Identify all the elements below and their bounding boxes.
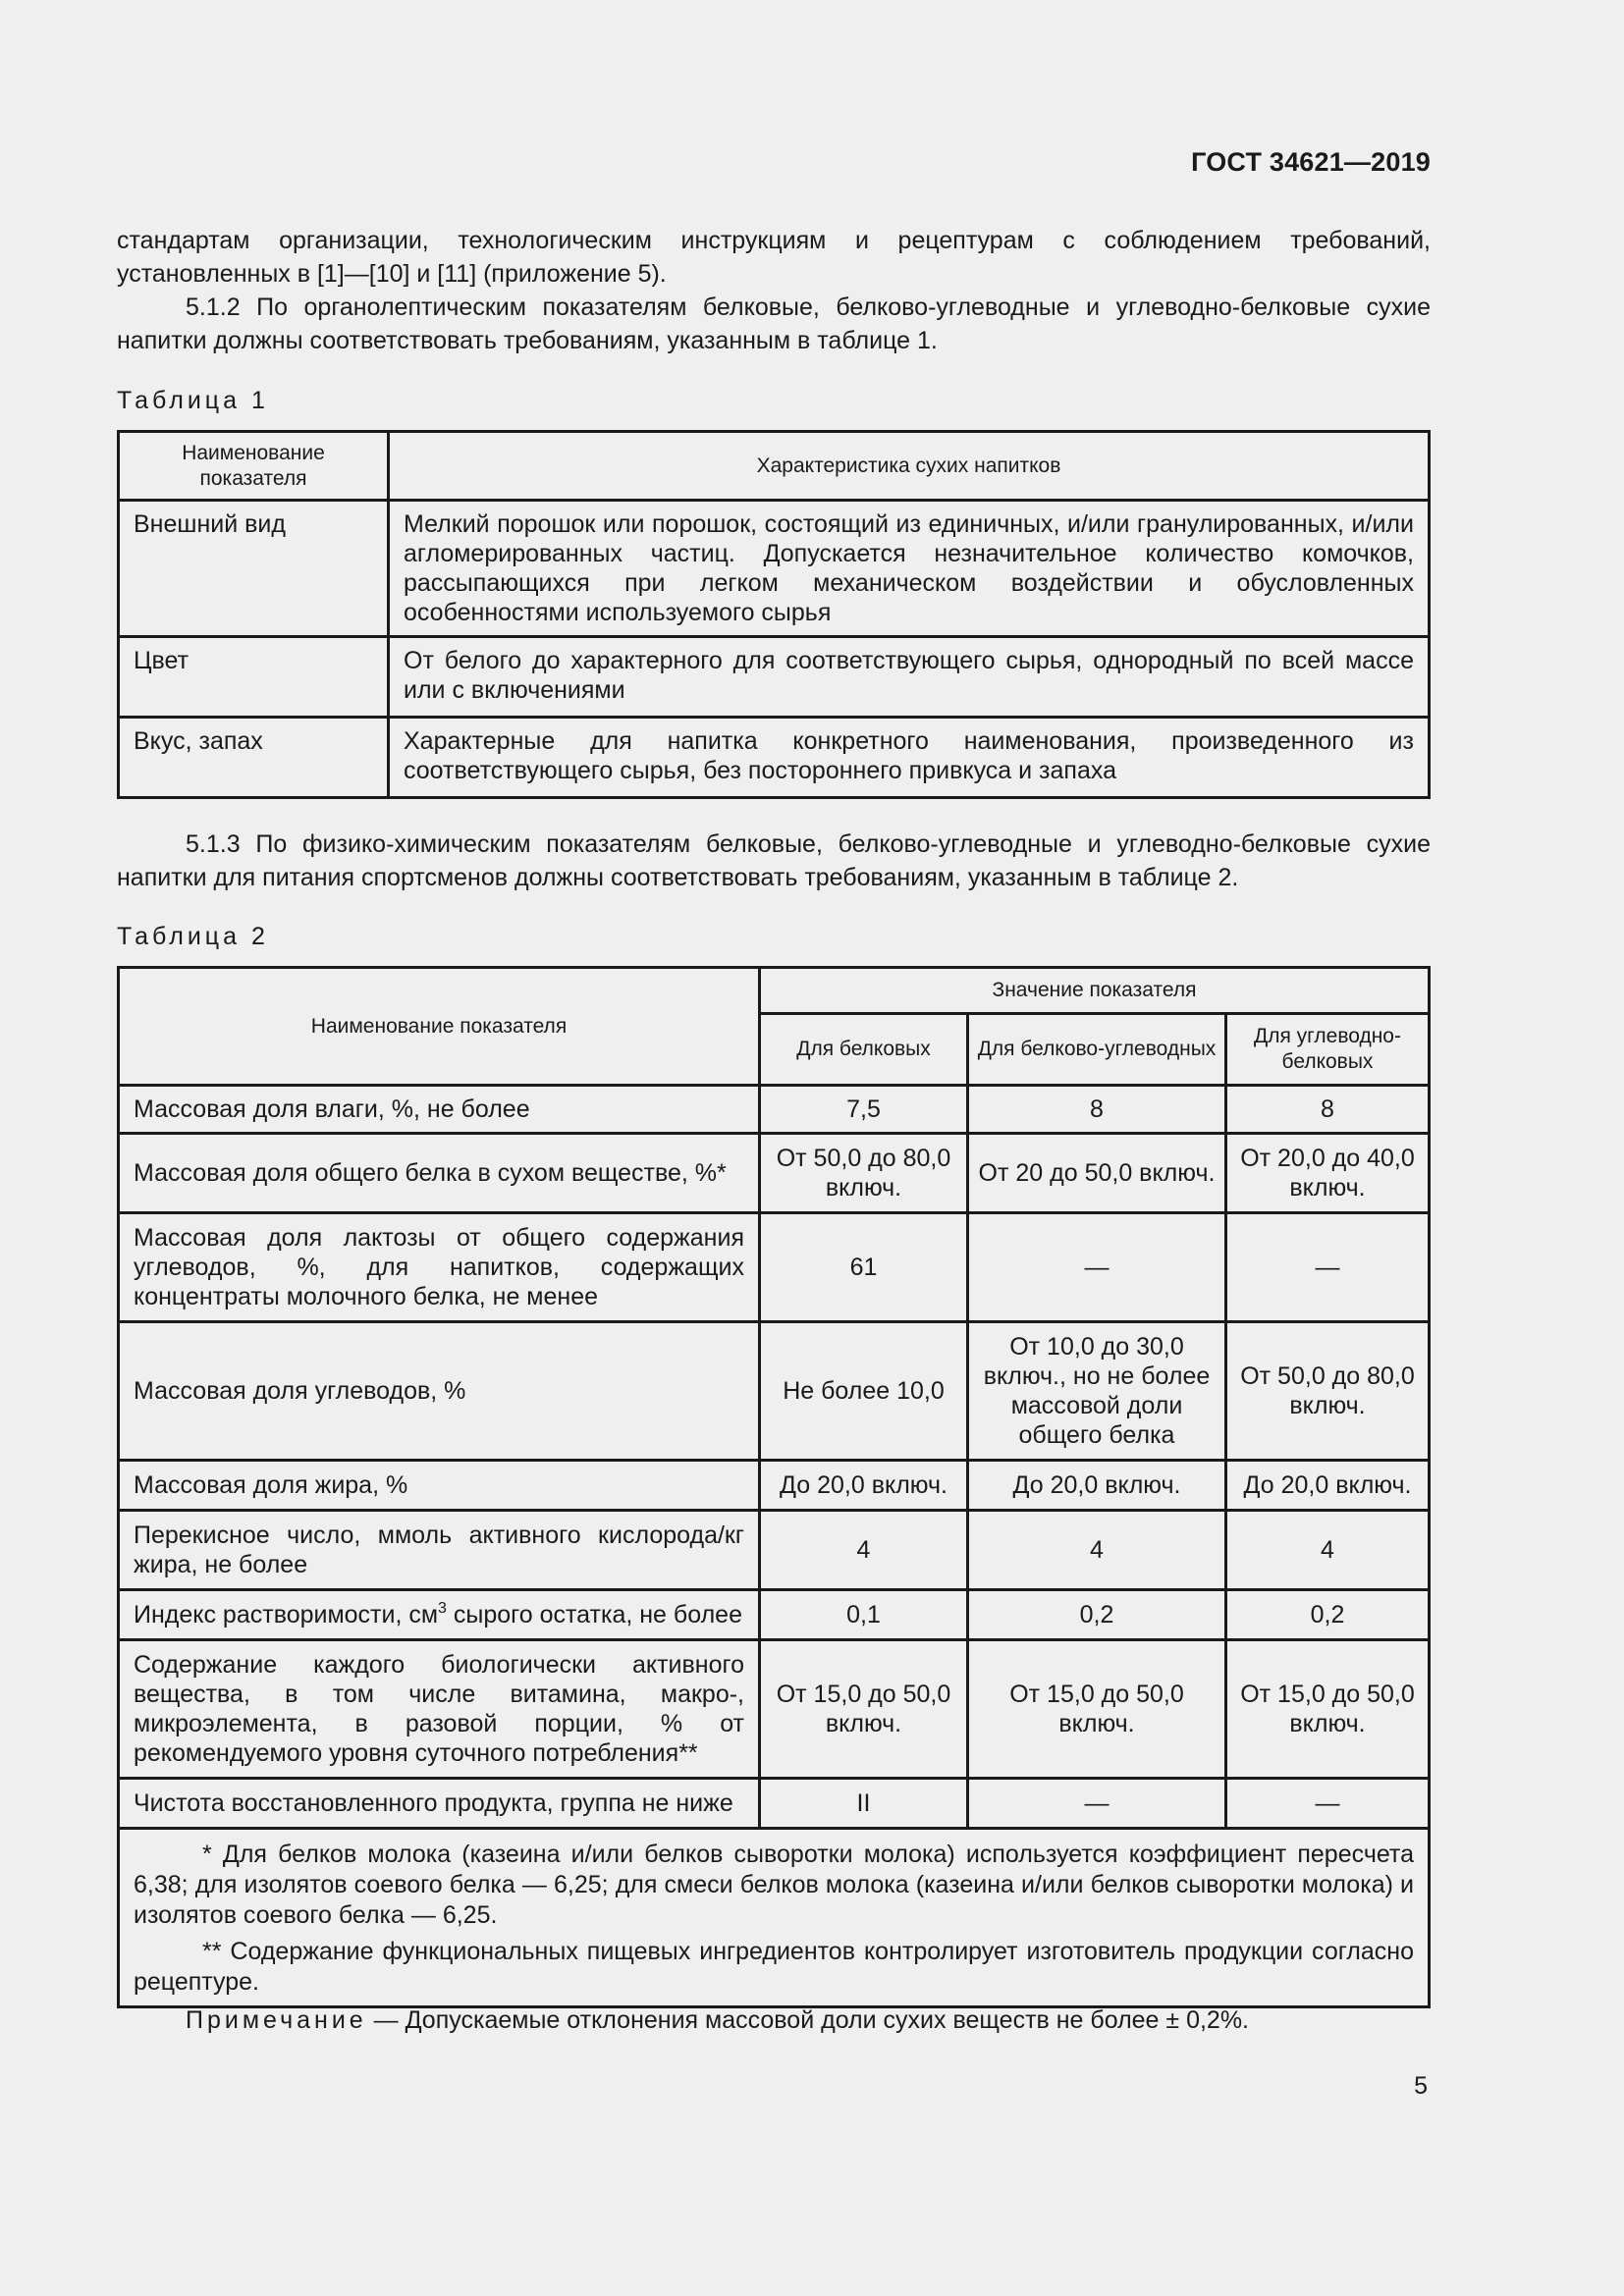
value-cell: 8: [968, 1086, 1226, 1134]
table-row: [119, 1640, 1430, 1779]
table-note: [186, 2006, 1249, 2035]
table-row: [119, 501, 1430, 637]
name-part: сырого остатка, не более: [446, 1601, 742, 1629]
paragraph-5-1-3: 5.1.3 По физико-химическим показателям белковые, белково-углеводные и углеводно-белковые сухие напитки для питания спортсменов должны соответствовать требованиям, указанным в таблице 2.: [117, 830, 1431, 891]
row-name-cell: Содержание каждого биологически активного вещества, в том числе витамина, макро-, микроэлемента, в разовой порции, % от рекомендуемого уровня суточного потребления**: [119, 1640, 760, 1779]
table-row: [119, 1590, 1430, 1640]
table-row: [119, 1511, 1430, 1590]
value-cell: От 20,0 до 40,0 включ.: [1226, 1134, 1430, 1213]
row-name-cell: Внешний вид: [119, 501, 389, 637]
superscript: 3: [438, 1600, 447, 1617]
value-cell: —: [968, 1213, 1226, 1322]
footnote-functional: ** Содержание функциональных пищевых ингредиентов контролирует изготовитель продукции согласно рецептуре.: [134, 1938, 1414, 1996]
table-header-cell: Характеристика сухих напитков: [389, 432, 1430, 501]
row-name-cell: [119, 1590, 760, 1640]
value-cell: До 20,0 включ.: [1226, 1461, 1430, 1511]
value-cell: 4: [760, 1511, 968, 1590]
table-header-row: [119, 432, 1430, 501]
table-1-caption: Таблица 1: [117, 387, 269, 414]
row-value-cell: Мелкий порошок или порошок, состоящий из единичных, и/или гранулированных, и/или агломерированных частиц. Допускается незначительное количество комочков, рассыпающихся при легком механическом воздействии и обусловленных особенностями используемого сырья: [389, 501, 1430, 637]
value-cell: От 20 до 50,0 включ.: [968, 1134, 1226, 1213]
table-row: [119, 1461, 1430, 1511]
table-header-row: [119, 968, 1430, 1014]
table-row: [119, 1322, 1430, 1461]
value-cell: 7,5: [760, 1086, 968, 1134]
value-cell: 61: [760, 1213, 968, 1322]
value-cell: До 20,0 включ.: [760, 1461, 968, 1511]
value-cell: 0,2: [968, 1590, 1226, 1640]
row-name-cell: Массовая доля жира, %: [119, 1461, 760, 1511]
value-cell: 4: [1226, 1511, 1430, 1590]
row-name-cell: Цвет: [119, 637, 389, 718]
value-cell: 0,2: [1226, 1590, 1430, 1640]
row-name-cell: Чистота восстановленного продукта, группа не ниже: [119, 1779, 760, 1829]
value-cell: 0,1: [760, 1590, 968, 1640]
note-label: Примечание: [186, 2006, 367, 2034]
value-cell: —: [1226, 1779, 1430, 1829]
note-text: — Допускаемые отклонения массовой доли сухих веществ не более ± 0,2%.: [366, 2006, 1250, 2034]
table-2-caption: Таблица 2: [117, 923, 269, 950]
value-cell: От 15,0 до 50,0 включ.: [760, 1640, 968, 1779]
row-name-cell: Массовая доля общего белка в сухом веществе, %*: [119, 1134, 760, 1213]
table-footnotes: [119, 1829, 1430, 2007]
table-row: [119, 718, 1430, 798]
table-header-cell: Наименование показателя: [119, 968, 760, 1086]
table-header-cell: Наименование показателя: [119, 432, 389, 501]
page-number: 5: [1414, 2072, 1428, 2100]
paragraph-5-1-2: 5.1.2 По органолептическим показателям белковые, белково-углеводные и углеводно-белковые сухие напитки должны соответствовать требованиям, указанным в таблице 1.: [117, 294, 1431, 354]
value-cell: —: [968, 1779, 1226, 1829]
row-name-cell: Вкус, запах: [119, 718, 389, 798]
value-cell: Не более 10,0: [760, 1322, 968, 1461]
table-subheader-cell: Для белково-углеводных: [968, 1014, 1226, 1086]
table-header-group-cell: Значение показателя: [760, 968, 1430, 1014]
document-code-header: ГОСТ 34621—2019: [1191, 147, 1431, 177]
table-2: [117, 966, 1431, 2008]
value-cell: От 50,0 до 80,0 включ.: [1226, 1322, 1430, 1461]
row-name-cell: Перекисное число, ммоль активного кислорода/кг жира, не более: [119, 1511, 760, 1590]
value-cell: До 20,0 включ.: [968, 1461, 1226, 1511]
value-cell: II: [760, 1779, 968, 1829]
row-value-cell: Характерные для напитка конкретного наименования, произведенного из соответствующего сырья, без постороннего привкуса и запаха: [389, 718, 1430, 798]
table-footnote-row: [119, 1829, 1430, 2007]
value-cell: 8: [1226, 1086, 1430, 1134]
row-name-cell: Массовая доля лактозы от общего содержания углеводов, %, для напитков, содержащих концентраты молочного белка, не менее: [119, 1213, 760, 1322]
footnote-protein: * Для белков молока (казеина и/или белков сыворотки молока) используется коэффициент пересчета 6,38; для изолятов соевого белка — 6,25; для смеси белков молока (казеина и/или белков сыворотки молока) и изолятов соевого белка — 6,25.: [134, 1841, 1414, 1929]
value-cell: 4: [968, 1511, 1226, 1590]
value-cell: От 50,0 до 80,0 включ.: [760, 1134, 968, 1213]
paragraph-continuation: стандартам организации, технологическим инструкциям и рецептурам с соблюдением требований, установленных в [1]—[10] и [11] (приложение 5).: [117, 227, 1431, 288]
table-row: [119, 1134, 1430, 1213]
table-row: [119, 1086, 1430, 1134]
value-cell: От 15,0 до 50,0 включ.: [968, 1640, 1226, 1779]
table-row: [119, 1213, 1430, 1322]
table-row: [119, 637, 1430, 718]
table-subheader-cell: Для углеводно-белковых: [1226, 1014, 1430, 1086]
name-part: Индекс растворимости, см: [134, 1601, 439, 1629]
table-1: [117, 430, 1431, 799]
table-subheader-cell: Для белковых: [760, 1014, 968, 1086]
value-cell: —: [1226, 1213, 1430, 1322]
value-cell: От 10,0 до 30,0 включ., но не более массовой доли общего белка: [968, 1322, 1226, 1461]
row-name-cell: Массовая доля углеводов, %: [119, 1322, 760, 1461]
row-value-cell: От белого до характерного для соответствующего сырья, однородный по всей массе или с включениями: [389, 637, 1430, 718]
row-name-cell: Массовая доля влаги, %, не более: [119, 1086, 760, 1134]
table-row: [119, 1779, 1430, 1829]
value-cell: От 15,0 до 50,0 включ.: [1226, 1640, 1430, 1779]
